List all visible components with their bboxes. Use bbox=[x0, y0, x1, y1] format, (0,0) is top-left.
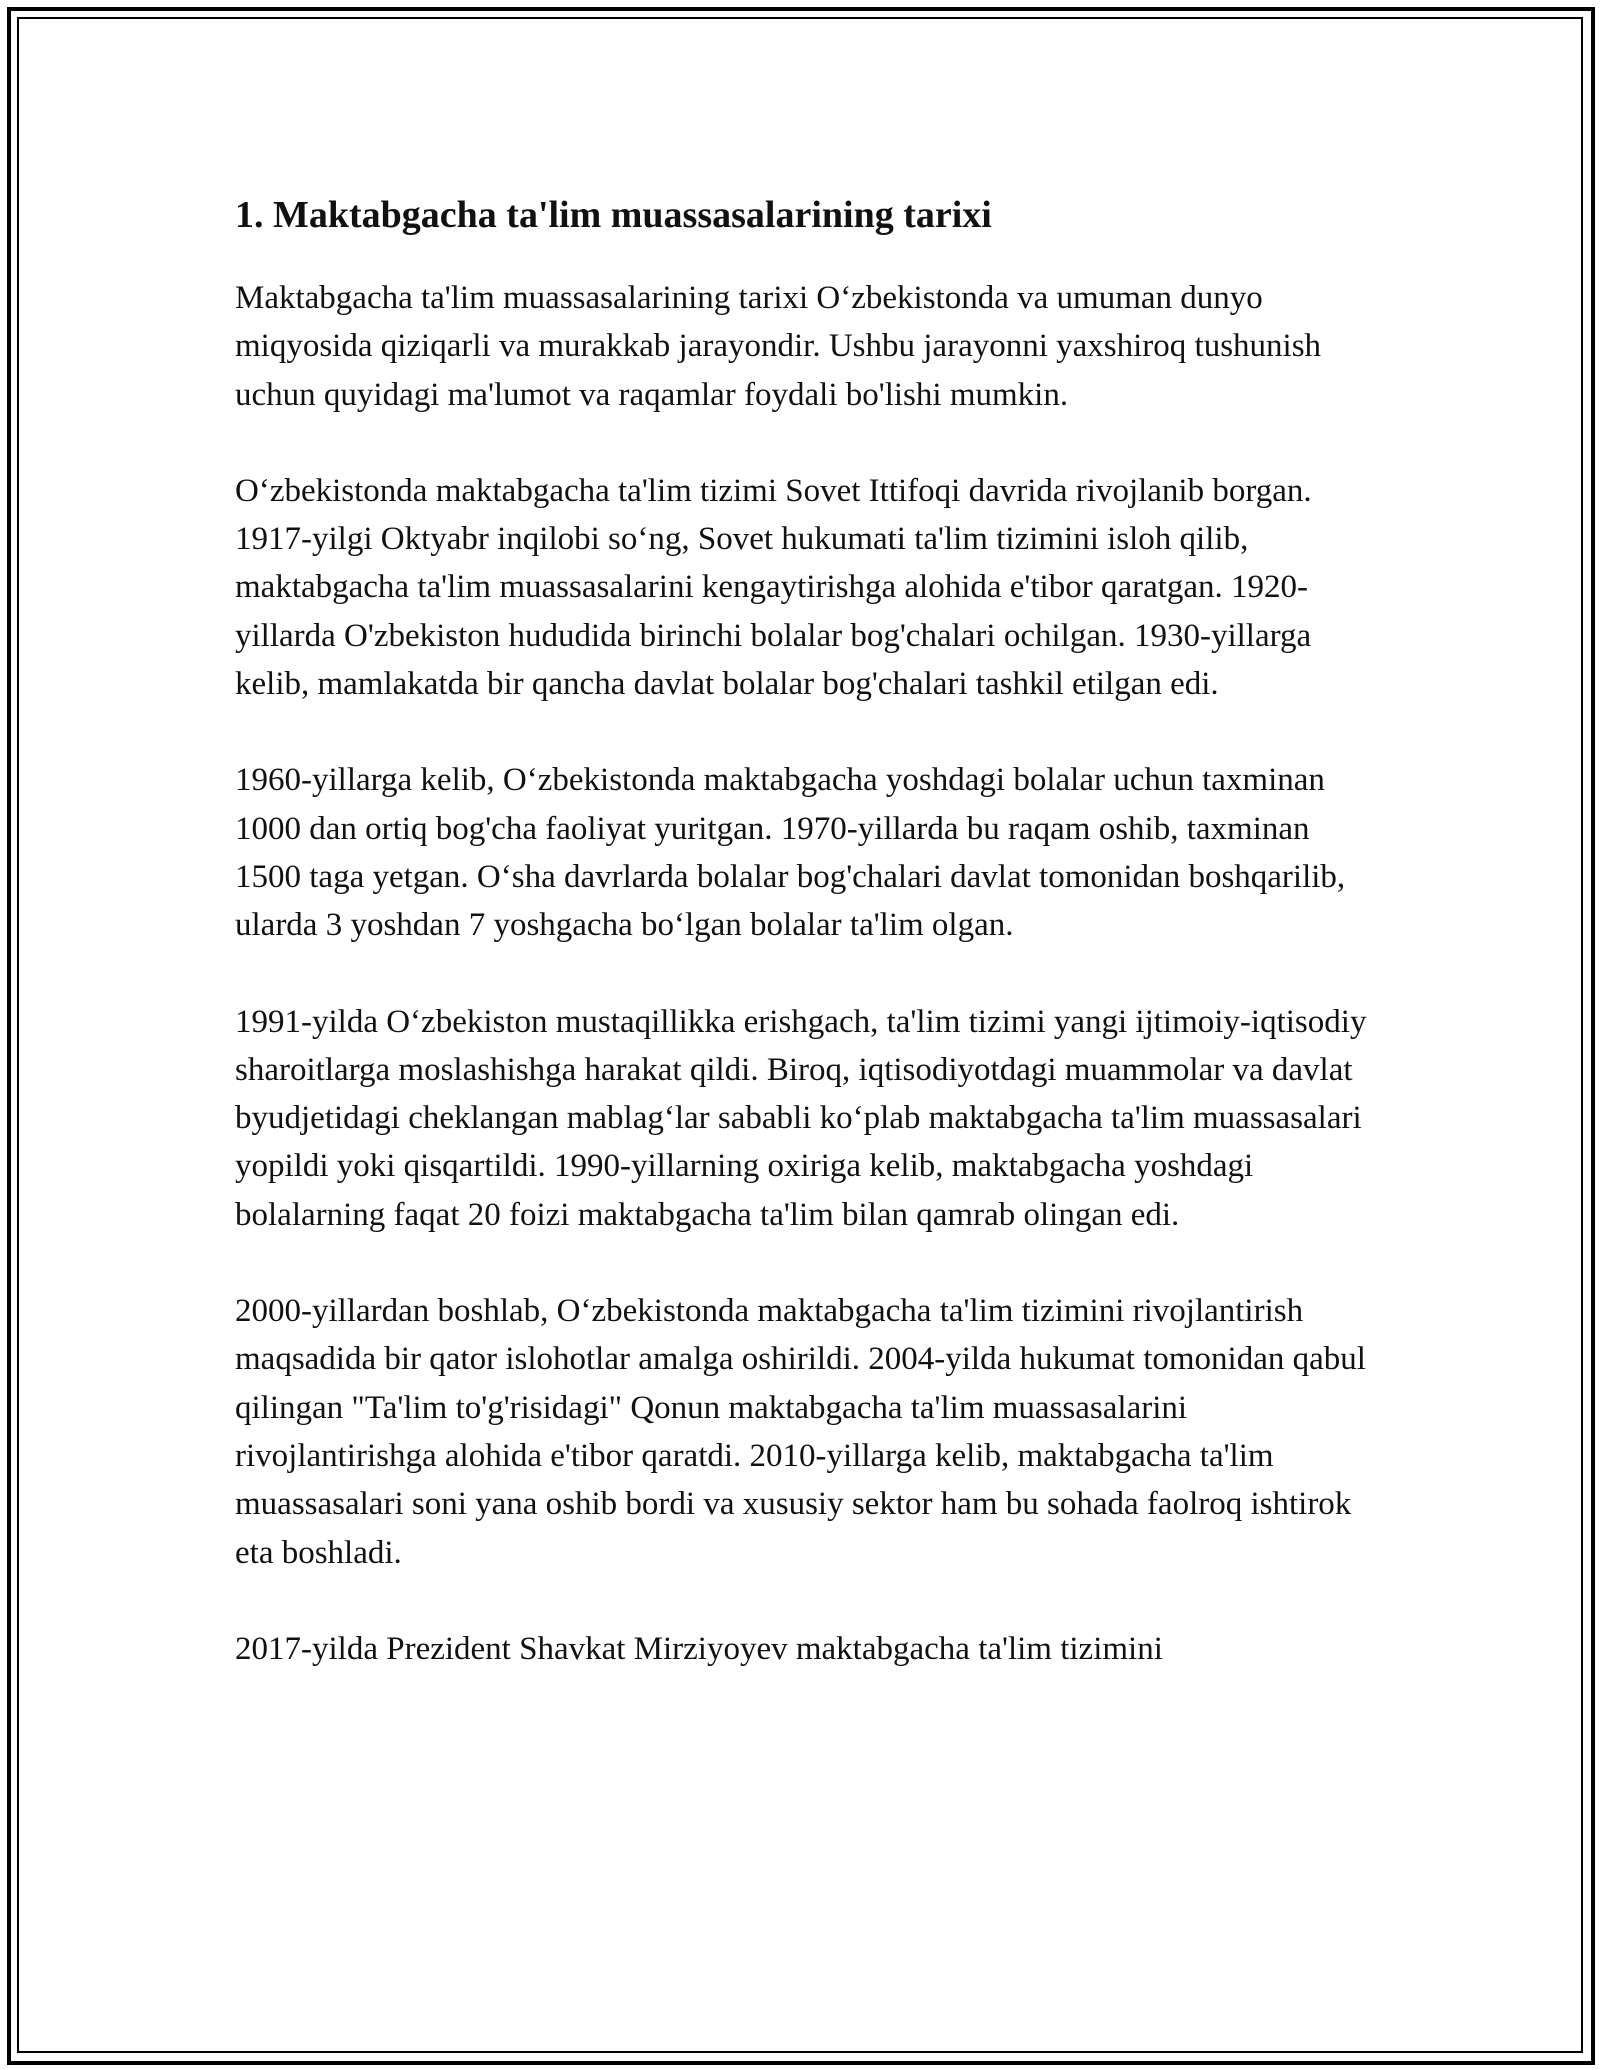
paragraph-1960s-1970s: 1960-yillarga kelib, O‘zbekistonda maktabgacha yoshdagi bolalar uchun taxminan 1000 dan ortiq bog'cha faoliyat yuritgan. 1970-yillarda bu raqam oshib, taxminan 1500 taga yetgan. O‘sha davrlarda bolalar bog'chalari davlat tomonidan boshqarilib, ularda 3 yoshdan 7 yoshgacha bo‘lgan bolalar ta'lim olgan. bbox=[235, 762, 1346, 944]
section-heading: 1. Maktabgacha ta'lim muassasalarining tarixi bbox=[235, 194, 992, 236]
paragraph-intro: Maktabgacha ta'lim muassasalarining tarixi O‘zbekistonda va umuman dunyo miqyosida qiziqarli va murakkab jarayondir. Ushbu jarayonni yaxshiroq tushunish uchun quyidagi ma'lumot va raqamlar foydali bo'lishi mumkin. bbox=[235, 280, 1322, 413]
paragraph-2017: 2017-yilda Prezident Shavkat Mirziyoyev maktabgacha ta'lim tizimini bbox=[235, 1630, 1163, 1667]
document-body bbox=[235, 188, 1375, 1721]
paragraph-soviet-era: O‘zbekistonda maktabgacha ta'lim tizimi Sovet Ittifoqi davrida rivojlanib borgan. 1917-yilgi Oktyabr inqilobi so‘ng, Sovet hukumati ta'lim tizimini isloh qilib, maktabgacha ta'lim muassasalarini kengaytirishga alohida e'tibor qaratgan. 1920-yillarda O'zbekiston hududida birinchi bolalar bog'chalari ochilgan. 1930-yillarga kelib, mamlakatda bir qancha davlat bolalar bog'chalari tashkil etilgan edi. bbox=[235, 472, 1312, 703]
paragraph-independence: 1991-yilda O‘zbekiston mustaqillikka erishgach, ta'lim tizimi yangi ijtimoiy-iqtisodiy sharoitlarga moslashishga harakat qildi. Biroq, iqtisodiyotdagi muammolar va davlat byudjetidagi cheklangan mablag‘lar sababli ko‘plab maktabgacha ta'lim muassasalari yopildi yoki qisqartildi. 1990-yillarning oxiriga kelib, maktabgacha yoshdagi bolalarning faqat 20 foizi maktabgacha ta'lim bilan qamrab olingan edi. bbox=[235, 1003, 1367, 1233]
paragraph-2000s-reforms: 2000-yillardan boshlab, O‘zbekistonda maktabgacha ta'lim tizimini rivojlantirish maqsadida bir qator islohotlar amalga oshirildi. 2004-yilda hukumat tomonidan qabul qilingan "Ta'lim to'g'risidagi" Qonun maktabgacha ta'lim muassasalarini rivojlantirishga alohida e'tibor qaratdi. 2010-yillarga kelib, maktabgacha ta'lim muassasalari soni yana oshib bordi va xususiy sektor ham bu sohada faolroq ishtirok eta boshladi. bbox=[235, 1293, 1366, 1571]
